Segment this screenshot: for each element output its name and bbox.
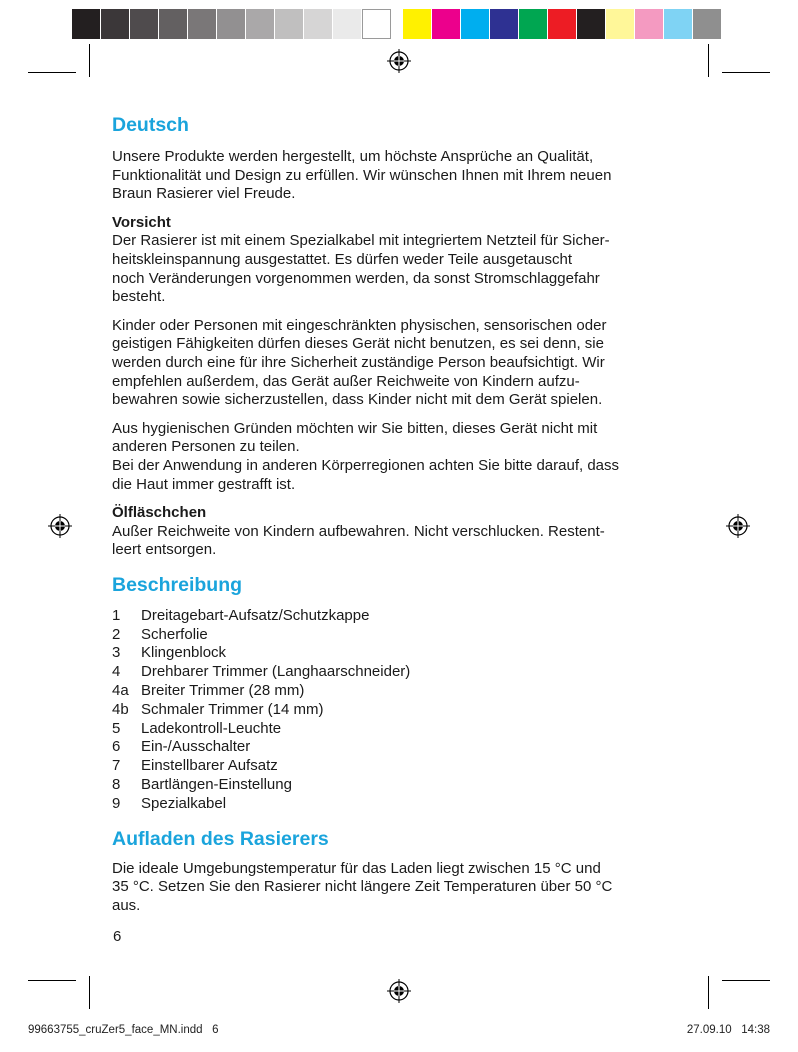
text-line: Der Rasierer ist mit einem Spezialkabel mit integriertem Netzteil für Sicher- — [112, 232, 610, 250]
item-text: Breiter Trimmer (28 mm) — [141, 682, 305, 700]
color-swatch — [130, 9, 159, 39]
vorsicht-paragraph — [112, 214, 692, 307]
oelflaeschchen-paragraph — [112, 504, 692, 560]
text-line: heitskleinspannung ausgestattet. Es dürfen weder Teile ausgetauscht — [112, 250, 573, 268]
text-line: Aus hygienischen Gründen möchten wir Sie bitten, dieses Gerät nicht mit — [112, 419, 598, 437]
color-swatch — [693, 9, 722, 39]
crop-mark — [89, 976, 90, 1009]
crop-mark — [28, 980, 76, 981]
item-number: 7 — [112, 757, 121, 775]
text-line: Kinder oder Personen mit eingeschränkten physischen, sensorischen oder — [112, 316, 607, 334]
page-number: 6 — [113, 928, 122, 945]
color-swatch — [606, 9, 635, 39]
color-swatch — [217, 9, 246, 39]
item-text: Ladekontroll-Leuchte — [141, 719, 282, 737]
heading-beschreibung: Beschreibung — [112, 573, 243, 596]
text-line: bewahren sowie sicherzustellen, dass Kinder nicht mit dem Gerät spielen. — [112, 391, 603, 409]
intro-paragraph — [112, 148, 692, 204]
item-text: Klingenblock — [141, 644, 227, 662]
color-swatch — [304, 9, 333, 39]
text-line: besteht. — [112, 288, 166, 306]
color-swatch — [635, 9, 664, 39]
text-line: die Haut immer gestrafft ist. — [112, 475, 296, 493]
color-swatch — [461, 9, 490, 39]
list-item — [112, 644, 692, 663]
registration-mark-icon — [387, 979, 411, 1003]
list-item — [112, 663, 692, 682]
text-line: Außer Reichweite von Kindern aufbewahren. Nicht verschlucken. Restent- — [112, 522, 605, 540]
color-swatch — [246, 9, 275, 39]
item-text: Scherfolie — [141, 625, 208, 643]
text-line: leert entsorgen. — [112, 541, 217, 559]
list-item — [112, 626, 692, 645]
list-item — [112, 682, 692, 701]
item-text: Dreitagebart-Aufsatz/Schutzkappe — [141, 606, 370, 624]
color-swatch — [101, 9, 130, 39]
text-line: Funktionalität und Design zu erfüllen. Wir wünschen Ihnen mit Ihrem neuen — [112, 166, 612, 184]
item-text: Ein-/Ausschalter — [141, 738, 251, 756]
item-text: Schmaler Trimmer (14 mm) — [141, 700, 324, 718]
list-item — [112, 720, 692, 739]
color-swatch — [72, 9, 101, 39]
item-number: 4a — [112, 682, 129, 700]
text-line: 35 °C. Setzen Sie den Rasierer nicht längere Zeit Temperaturen über 50 °C — [112, 878, 613, 896]
text-line: werden durch eine für ihre Sicherheit zuständige Person beaufsichtigt. Wir — [112, 353, 605, 371]
text-line: anderen Personen zu teilen. — [112, 438, 300, 456]
text-line: Unsere Produkte werden hergestellt, um höchste Ansprüche an Qualität, — [112, 148, 594, 165]
footer-file-slug: 99663755_cruZer5_face_MN.indd 6 — [28, 1024, 219, 1036]
text-line: Braun Rasierer viel Freude. — [112, 185, 296, 203]
color-swatch — [577, 9, 606, 39]
hygiene-paragraph — [112, 420, 692, 494]
text-line: aus. — [112, 896, 141, 914]
process-color-bar — [403, 9, 722, 39]
item-number: 3 — [112, 644, 121, 662]
oelflaeschchen-label: Ölfläschchen — [112, 504, 207, 522]
manual-page-content — [112, 112, 692, 915]
item-text: Einstellbarer Aufsatz — [141, 757, 278, 775]
item-number: 5 — [112, 719, 121, 737]
text-line: noch Veränderungen vorgenommen werden, da sonst Stromschlaggefahr — [112, 269, 600, 287]
item-number: 6 — [112, 738, 121, 756]
item-number: 9 — [112, 794, 121, 812]
color-swatch — [490, 9, 519, 39]
color-swatch — [333, 9, 362, 39]
color-swatch — [403, 9, 432, 39]
heading-aufladen: Aufladen des Rasierers — [112, 827, 329, 850]
item-text: Spezialkabel — [141, 794, 227, 812]
registration-mark-icon — [48, 514, 72, 538]
kinder-paragraph — [112, 317, 692, 410]
color-swatch — [548, 9, 577, 39]
list-item — [112, 607, 692, 626]
crop-mark — [708, 976, 709, 1009]
crop-mark — [89, 44, 90, 77]
color-swatch — [159, 9, 188, 39]
crop-mark — [722, 980, 770, 981]
item-number: 1 — [112, 606, 121, 624]
list-item — [112, 738, 692, 757]
crop-mark — [28, 72, 76, 73]
item-text: Bartlängen-Einstellung — [141, 776, 292, 794]
item-number: 8 — [112, 776, 121, 794]
footer-date-slug: 27.09.10 14:38 — [686, 1024, 770, 1036]
color-swatch — [519, 9, 548, 39]
item-number: 4 — [112, 663, 121, 681]
parts-list — [112, 607, 692, 814]
vorsicht-label: Vorsicht — [112, 213, 171, 231]
item-text: Drehbarer Trimmer (Langhaarschneider) — [141, 663, 411, 681]
registration-mark-icon — [726, 514, 750, 538]
text-line: Die ideale Umgebungstemperatur für das Laden liegt zwischen 15 °C und — [112, 859, 601, 877]
text-line: geistigen Fähigkeiten dürfen dieses Gerät nicht benutzen, es sei denn, sie — [112, 335, 604, 353]
list-item — [112, 757, 692, 776]
list-item — [112, 701, 692, 720]
item-number: 4b — [112, 700, 129, 718]
color-swatch — [275, 9, 304, 39]
crop-mark — [722, 72, 770, 73]
text-line: empfehlen außerdem, das Gerät außer Reichweite von Kindern aufzu- — [112, 372, 580, 390]
color-swatch — [664, 9, 693, 39]
heading-deutsch: Deutsch — [112, 114, 189, 136]
color-swatch — [362, 9, 391, 39]
color-swatch — [432, 9, 461, 39]
gray-color-bar — [72, 9, 391, 39]
registration-mark-icon — [387, 49, 411, 73]
item-number: 2 — [112, 625, 121, 643]
crop-mark — [708, 44, 709, 77]
aufladen-paragraph — [112, 860, 692, 916]
list-item — [112, 795, 692, 814]
text-line: Bei der Anwendung in anderen Körperregionen achten Sie bitte darauf, dass — [112, 456, 620, 474]
color-swatch — [188, 9, 217, 39]
list-item — [112, 776, 692, 795]
